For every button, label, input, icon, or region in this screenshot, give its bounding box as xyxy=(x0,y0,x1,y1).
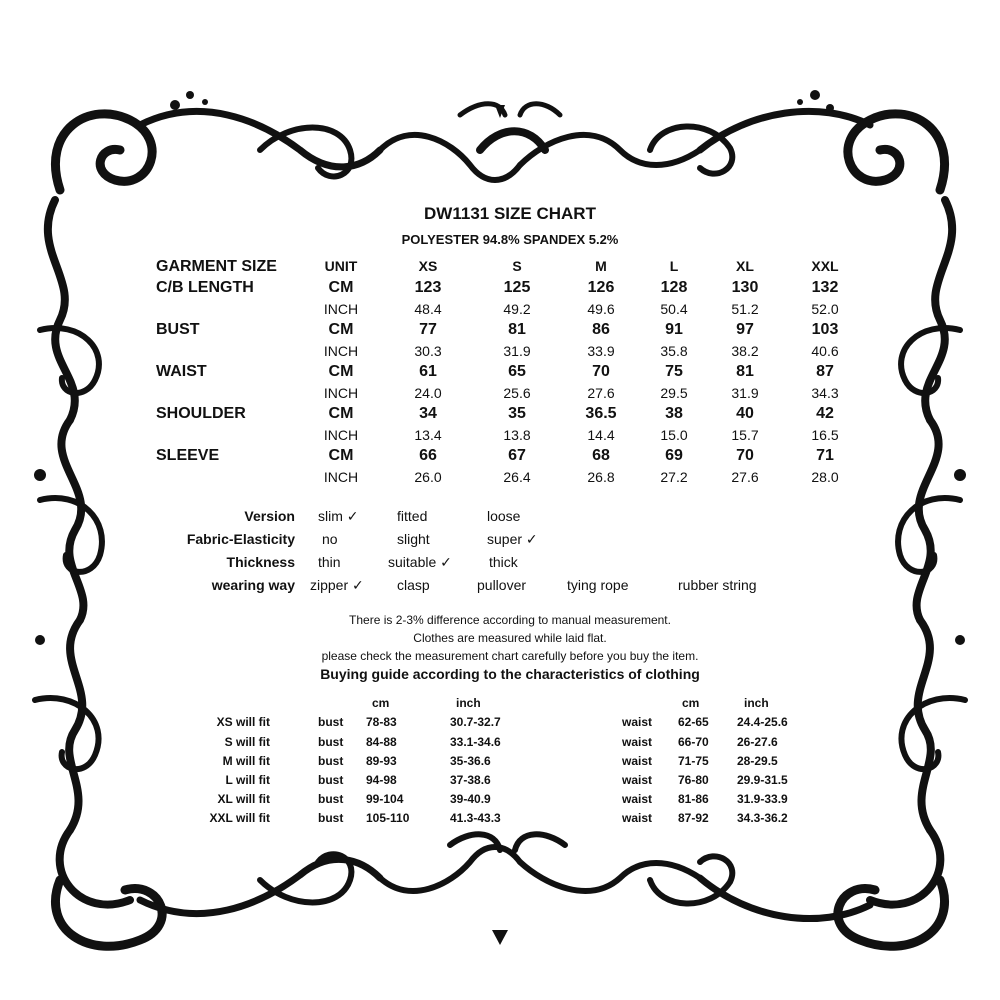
cell-inch-shoulder: 15.7 xyxy=(731,427,759,443)
row-label-sleeve: SLEEVE xyxy=(156,447,220,464)
unit-inch-sleeve: INCH xyxy=(323,469,359,485)
cell-cm-sleeve: 70 xyxy=(736,447,754,464)
cell-inch-c-b-length: 51.2 xyxy=(731,301,759,317)
cell-inch-shoulder: 13.8 xyxy=(503,427,531,443)
cell-cm-waist: 75 xyxy=(665,363,683,380)
cell-cm-waist: 65 xyxy=(508,363,526,380)
size-header-xs: XS xyxy=(418,258,438,274)
cell-inch-bust: 30.3 xyxy=(414,343,442,359)
guide-fit-label: M will fit xyxy=(222,754,270,768)
size-header-xl: XL xyxy=(736,258,754,274)
cell-inch-sleeve: 26.0 xyxy=(414,469,442,485)
cell-inch-waist: 24.0 xyxy=(414,385,442,401)
note-measurement-difference: There is 2-3% difference according to manual measurement. xyxy=(349,613,671,627)
cell-cm-c-b-length: 130 xyxy=(731,279,759,296)
cell-inch-sleeve: 26.8 xyxy=(587,469,615,485)
guide-bust-inch-header: inch xyxy=(456,696,481,710)
guide-waist-label: waist xyxy=(622,773,653,787)
cell-cm-sleeve: 68 xyxy=(592,447,610,464)
cell-inch-bust: 35.8 xyxy=(660,343,688,359)
guide-fit-label: L will fit xyxy=(225,773,270,787)
cell-inch-sleeve: 27.2 xyxy=(660,469,688,485)
guide-bust-cm-header: cm xyxy=(372,696,390,710)
cell-cm-shoulder: 35 xyxy=(508,405,526,422)
guide-fit-label: XS will fit xyxy=(216,715,270,729)
cell-cm-bust: 77 xyxy=(419,321,437,338)
cell-cm-c-b-length: 123 xyxy=(414,279,442,296)
cell-inch-waist: 34.3 xyxy=(811,385,839,401)
cell-cm-shoulder: 38 xyxy=(665,405,683,422)
guide-bust-label: bust xyxy=(318,735,344,749)
guide-waist-inch-header: inch xyxy=(744,696,769,710)
guide-bust-cm: 105-110 xyxy=(366,811,410,825)
row-label-bust: BUST xyxy=(156,321,200,338)
cell-inch-bust: 31.9 xyxy=(503,343,531,359)
guide-waist-cm: 66-70 xyxy=(678,735,709,749)
guide-waist-label: waist xyxy=(622,792,653,806)
guide-waist-cm: 71-75 xyxy=(678,754,709,768)
cell-cm-bust: 97 xyxy=(736,321,754,338)
row-label-shoulder: SHOULDER xyxy=(156,405,246,422)
unit-cm-c-b-length: CM xyxy=(328,279,354,296)
cell-inch-shoulder: 16.5 xyxy=(811,427,839,443)
guide-bust-inch: 30.7-32.7 xyxy=(450,715,501,729)
cell-inch-c-b-length: 49.6 xyxy=(587,301,615,317)
cell-inch-c-b-length: 50.4 xyxy=(660,301,688,317)
cell-inch-sleeve: 27.6 xyxy=(731,469,759,485)
cell-cm-bust: 91 xyxy=(665,321,683,338)
cell-cm-waist: 81 xyxy=(736,363,754,380)
chart-subtitle: POLYESTER 94.8% SPANDEX 5.2% xyxy=(401,232,619,247)
cell-inch-shoulder: 15.0 xyxy=(660,427,688,443)
attribute-option-wearing-way: rubber string xyxy=(678,577,757,593)
guide-bust-cm: 99-104 xyxy=(366,792,404,806)
attribute-label-wearing-way: wearing way xyxy=(211,577,295,593)
attribute-option-version: loose xyxy=(487,508,521,524)
attribute-option-wearing-way: zipper ✓ xyxy=(310,577,364,593)
guide-bust-label: bust xyxy=(318,754,344,768)
unit-inch-waist: INCH xyxy=(323,385,359,401)
size-header-s: S xyxy=(512,258,522,274)
cell-cm-sleeve: 66 xyxy=(419,447,437,464)
guide-bust-cm: 84-88 xyxy=(366,735,397,749)
guide-bust-inch: 39-40.9 xyxy=(450,792,491,806)
guide-bust-inch: 33.1-34.6 xyxy=(450,735,501,749)
attribute-option-thickness: thin xyxy=(318,554,341,570)
attribute-option-wearing-way: pullover xyxy=(477,577,527,593)
guide-waist-label: waist xyxy=(622,715,653,729)
cell-cm-bust: 86 xyxy=(592,321,610,338)
guide-bust-cm: 89-93 xyxy=(366,754,397,768)
cell-cm-c-b-length: 125 xyxy=(503,279,531,296)
cell-cm-sleeve: 71 xyxy=(816,447,834,464)
guide-bust-inch: 37-38.6 xyxy=(450,773,491,787)
cell-cm-sleeve: 67 xyxy=(508,447,526,464)
guide-bust-label: bust xyxy=(318,792,344,806)
garment-size-header: GARMENT SIZE xyxy=(156,258,277,275)
guide-waist-cm-header: cm xyxy=(682,696,700,710)
cell-inch-bust: 38.2 xyxy=(731,343,759,359)
cell-inch-bust: 33.9 xyxy=(587,343,615,359)
guide-bust-inch: 41.3-43.3 xyxy=(450,811,501,825)
unit-cm-bust: CM xyxy=(328,321,354,338)
cell-cm-waist: 70 xyxy=(592,363,610,380)
guide-waist-cm: 87-92 xyxy=(678,811,709,825)
guide-waist-inch: 31.9-33.9 xyxy=(737,792,788,806)
cell-cm-waist: 87 xyxy=(816,363,834,380)
cell-inch-shoulder: 14.4 xyxy=(587,427,615,443)
cell-cm-c-b-length: 126 xyxy=(587,279,615,296)
unit-cm-waist: CM xyxy=(328,363,354,380)
guide-waist-inch: 26-27.6 xyxy=(737,735,778,749)
guide-bust-cm: 94-98 xyxy=(366,773,397,787)
buying-guide-title: Buying guide according to the characteristics of clothing xyxy=(320,666,700,682)
guide-bust-label: bust xyxy=(318,715,344,729)
cell-inch-waist: 29.5 xyxy=(660,385,688,401)
guide-waist-cm: 76-80 xyxy=(678,773,709,787)
size-header-l: L xyxy=(669,258,679,274)
note-laid-flat: Clothes are measured while laid flat. xyxy=(413,631,607,645)
cell-inch-waist: 25.6 xyxy=(503,385,531,401)
guide-waist-cm: 62-65 xyxy=(678,715,709,729)
attribute-label-thickness: Thickness xyxy=(226,554,295,570)
attribute-option-fabric-elasticity: slight xyxy=(397,531,430,547)
guide-bust-label: bust xyxy=(318,811,344,825)
row-label-c-b-length: C/B LENGTH xyxy=(156,279,254,296)
guide-fit-label: XL will fit xyxy=(217,792,270,806)
guide-waist-label: waist xyxy=(622,735,653,749)
cell-cm-c-b-length: 128 xyxy=(660,279,688,296)
attribute-option-thickness: thick xyxy=(489,554,518,570)
guide-waist-inch: 34.3-36.2 xyxy=(737,811,788,825)
cell-cm-bust: 81 xyxy=(508,321,526,338)
note-check-chart: please check the measurement chart carefully before you buy the item. xyxy=(321,649,699,663)
unit-header: UNIT xyxy=(324,258,358,274)
guide-fit-label: S will fit xyxy=(224,735,270,749)
size-header-m: M xyxy=(595,258,607,274)
cell-inch-c-b-length: 52.0 xyxy=(811,301,839,317)
attribute-label-version: Version xyxy=(244,508,295,524)
guide-waist-inch: 24.4-25.6 xyxy=(737,715,788,729)
size-header-xxl: XXL xyxy=(811,258,839,274)
attribute-label-fabric-elasticity: Fabric-Elasticity xyxy=(186,531,295,547)
unit-inch-shoulder: INCH xyxy=(323,427,359,443)
attribute-option-fabric-elasticity: super ✓ xyxy=(487,531,538,547)
guide-waist-cm: 81-86 xyxy=(678,792,709,806)
cell-cm-shoulder: 36.5 xyxy=(585,405,617,422)
attribute-option-fabric-elasticity: no xyxy=(322,531,338,547)
unit-cm-shoulder: CM xyxy=(328,405,354,422)
cell-cm-bust: 103 xyxy=(811,321,839,338)
cell-inch-bust: 40.6 xyxy=(811,343,839,359)
guide-waist-inch: 29.9-31.5 xyxy=(737,773,788,787)
guide-bust-cm: 78-83 xyxy=(366,715,397,729)
guide-waist-inch: 28-29.5 xyxy=(737,754,778,768)
cell-cm-c-b-length: 132 xyxy=(811,279,839,296)
cell-inch-shoulder: 13.4 xyxy=(414,427,442,443)
cell-inch-c-b-length: 49.2 xyxy=(503,301,531,317)
cell-inch-waist: 31.9 xyxy=(731,385,759,401)
attribute-option-wearing-way: tying rope xyxy=(567,577,629,593)
attribute-option-version: fitted xyxy=(397,508,428,524)
cell-inch-c-b-length: 48.4 xyxy=(414,301,442,317)
guide-fit-label: XXL will fit xyxy=(209,811,270,825)
cell-inch-waist: 27.6 xyxy=(587,385,615,401)
cell-cm-sleeve: 69 xyxy=(665,447,683,464)
unit-cm-sleeve: CM xyxy=(328,447,354,464)
attribute-option-version: slim ✓ xyxy=(318,508,359,524)
chart-title: DW1131 SIZE CHART xyxy=(424,204,596,223)
unit-inch-c-b-length: INCH xyxy=(323,301,359,317)
cell-cm-shoulder: 40 xyxy=(736,405,754,422)
guide-waist-label: waist xyxy=(622,811,653,825)
guide-bust-inch: 35-36.6 xyxy=(450,754,491,768)
cell-cm-shoulder: 42 xyxy=(816,405,834,422)
cell-inch-sleeve: 28.0 xyxy=(811,469,839,485)
cell-cm-shoulder: 34 xyxy=(419,405,437,422)
attribute-option-wearing-way: clasp xyxy=(397,577,430,593)
cell-cm-waist: 61 xyxy=(419,363,437,380)
cell-inch-sleeve: 26.4 xyxy=(503,469,531,485)
guide-bust-label: bust xyxy=(318,773,344,787)
guide-waist-label: waist xyxy=(622,754,653,768)
row-label-waist: WAIST xyxy=(156,363,207,380)
attribute-option-thickness: suitable ✓ xyxy=(388,554,452,570)
unit-inch-bust: INCH xyxy=(323,343,359,359)
